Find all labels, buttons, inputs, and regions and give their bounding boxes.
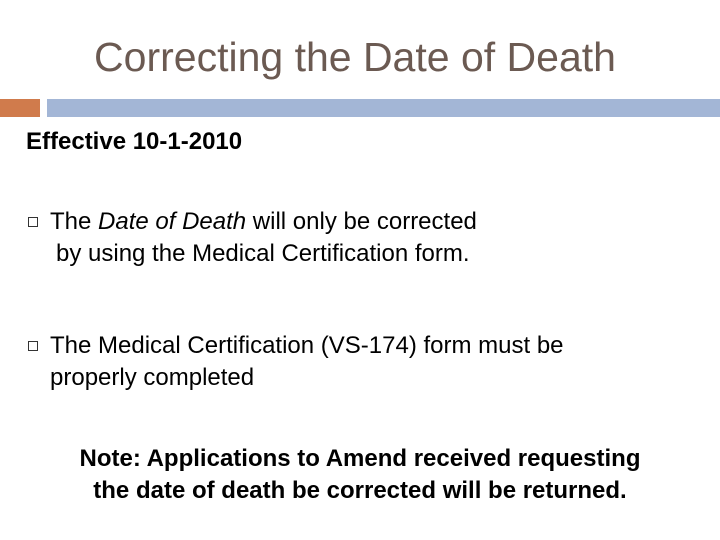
accent-bar-orange: [0, 99, 40, 117]
note: [0, 443, 720, 507]
accent-bar-blue: [47, 99, 720, 117]
bullet-text: [50, 206, 670, 270]
note-line1: Note: Applications to Amend received requesting: [79, 445, 641, 472]
note-line2: the date of death be corrected will be returned.: [93, 477, 627, 504]
bullet-text: [50, 330, 670, 394]
bullet-text-line2: by using the Medical Certification form.: [56, 240, 470, 267]
bullet-text-line1: The Medical Certification (VS-174) form must be: [50, 332, 564, 359]
slide-title: Correcting the Date of Death: [94, 34, 616, 80]
bullet-text-suffix: will only be corrected: [246, 208, 477, 235]
bullet-text-line2: properly completed: [50, 364, 255, 391]
bullet-text-emphasis: Date of Death: [98, 208, 247, 235]
bullet-text-prefix: The: [50, 208, 99, 235]
square-bullet-icon: [28, 341, 38, 351]
subheading: Effective 10-1-2010: [26, 128, 243, 155]
square-bullet-icon: [28, 217, 38, 227]
